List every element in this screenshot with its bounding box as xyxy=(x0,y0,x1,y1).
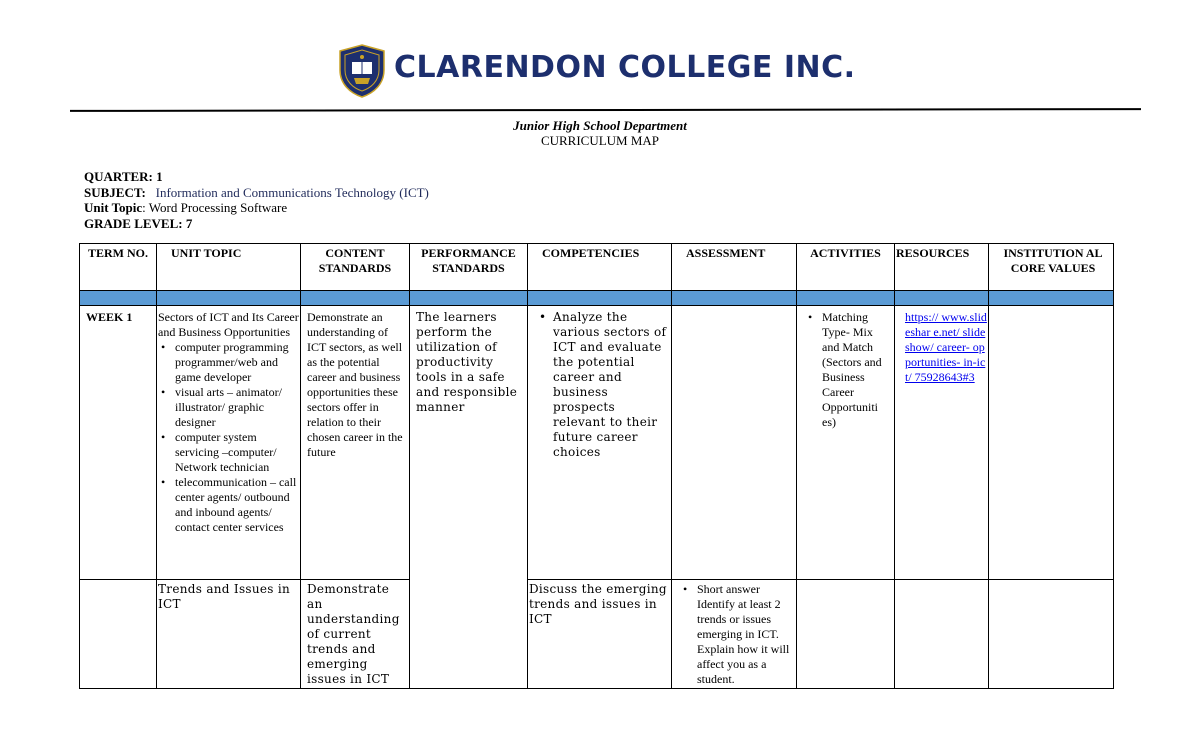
header-unit-topic: UNIT TOPIC xyxy=(157,244,301,291)
table-header-row xyxy=(80,244,1114,291)
table-row-trends xyxy=(80,580,1114,689)
header-performance-standards: PERFORMANCE STANDARDS xyxy=(410,244,528,291)
term-cell-empty xyxy=(80,580,157,689)
activity-item: • Matching Type- Mix and Match (Sectors and Business Career Opportuniti es) xyxy=(822,310,893,430)
blue-band-row xyxy=(80,291,1114,306)
document-title: CURRICULUM MAP xyxy=(540,133,660,148)
unit-topic-line xyxy=(84,200,429,216)
unit-topic-label: Unit Topic xyxy=(84,200,143,215)
content-standards-cell: Demonstrate an understanding of ICT sectors, as well as the potential career and business opportunities these sectors offer in relation to their chosen career in the future xyxy=(301,306,410,580)
department-name: Junior High School Department xyxy=(513,118,687,133)
quarter-label: QUARTER: xyxy=(84,169,153,184)
resource-link[interactable]: https:// www.slideshar e.net/ slideshow/ career- opportunities- in-ict/ 75928643#3 xyxy=(905,310,987,384)
unit-topic-list xyxy=(158,340,299,535)
document-meta xyxy=(84,169,429,231)
unit-topic-title: Sectors of ICT and Its Career and Business Opportunities xyxy=(158,310,299,339)
document-header xyxy=(0,44,1200,100)
list-item: • telecommunication – call center agents/ outbound and inbound agents/ contact center services xyxy=(175,475,299,535)
unit-topic-cell-2: Trends and Issues in ICT xyxy=(157,580,301,689)
grade-level-line xyxy=(84,216,429,232)
competency-item: • Analyze the various sectors of ICT and evaluate the potential career and business prospects relevant to their future career choices xyxy=(553,310,670,460)
department-heading xyxy=(0,118,1200,148)
assessment-cell-2 xyxy=(672,580,797,689)
subject-label: SUBJECT: xyxy=(84,184,146,200)
header-assessment: ASSESSMENT xyxy=(672,244,797,291)
list-item: • visual arts – animator/ illustrator/ graphic designer xyxy=(175,385,299,430)
header-resources: RESOURCES xyxy=(895,244,989,291)
college-name: CLARENDON COLLEGE INC. xyxy=(394,50,856,85)
subject-line xyxy=(84,185,429,201)
header-activities: ACTIVITIES xyxy=(797,244,895,291)
college-seal-logo xyxy=(338,44,386,98)
header-divider xyxy=(70,108,1141,112)
header-core-values: INSTITUTION AL CORE VALUES xyxy=(989,244,1114,291)
activities-cell-empty xyxy=(797,580,895,689)
core-values-cell-empty xyxy=(989,580,1114,689)
resources-cell xyxy=(895,306,989,580)
assessment-cell-empty xyxy=(672,306,797,580)
competencies-cell xyxy=(528,306,672,580)
unit-topic-cell xyxy=(157,306,301,580)
unit-topic-value: : Word Processing Software xyxy=(142,200,288,215)
subject-value: Information and Communications Technology (ICT) xyxy=(155,184,429,200)
competencies-cell-2: Discuss the emerging trends and issues in ICT xyxy=(528,580,672,689)
header-term: TERM NO. xyxy=(80,244,157,291)
header-content-standards: CONTENT STANDARDS xyxy=(301,244,410,291)
core-values-cell xyxy=(989,306,1114,580)
quarter-value: 1 xyxy=(156,169,163,184)
term-cell: WEEK 1 xyxy=(80,306,157,580)
grade-level-value: 7 xyxy=(185,215,193,231)
list-item: • computer programming programmer/web and game developer xyxy=(175,340,299,385)
content-standards-cell-2: Demonstrate an understanding of current trends and emerging issues in ICT xyxy=(301,580,410,689)
resources-cell-empty xyxy=(895,580,989,689)
quarter-line xyxy=(84,169,429,185)
table-row-week1 xyxy=(80,306,1114,580)
curriculum-map-table xyxy=(79,243,1114,689)
assessment-item: • Short answer Identify at least 2 trends or issues emerging in ICT. Explain how it will affect you as a student. xyxy=(697,582,795,687)
activities-cell xyxy=(797,306,895,580)
performance-standards-cell: The learners perform the utilization of productivity tools in a safe and responsible manner xyxy=(410,306,528,689)
grade-level-label: GRADE LEVEL: xyxy=(84,215,183,231)
header-competencies: COMPETENCIES xyxy=(528,244,672,291)
list-item: • computer system servicing –computer/ Network technician xyxy=(175,430,299,475)
